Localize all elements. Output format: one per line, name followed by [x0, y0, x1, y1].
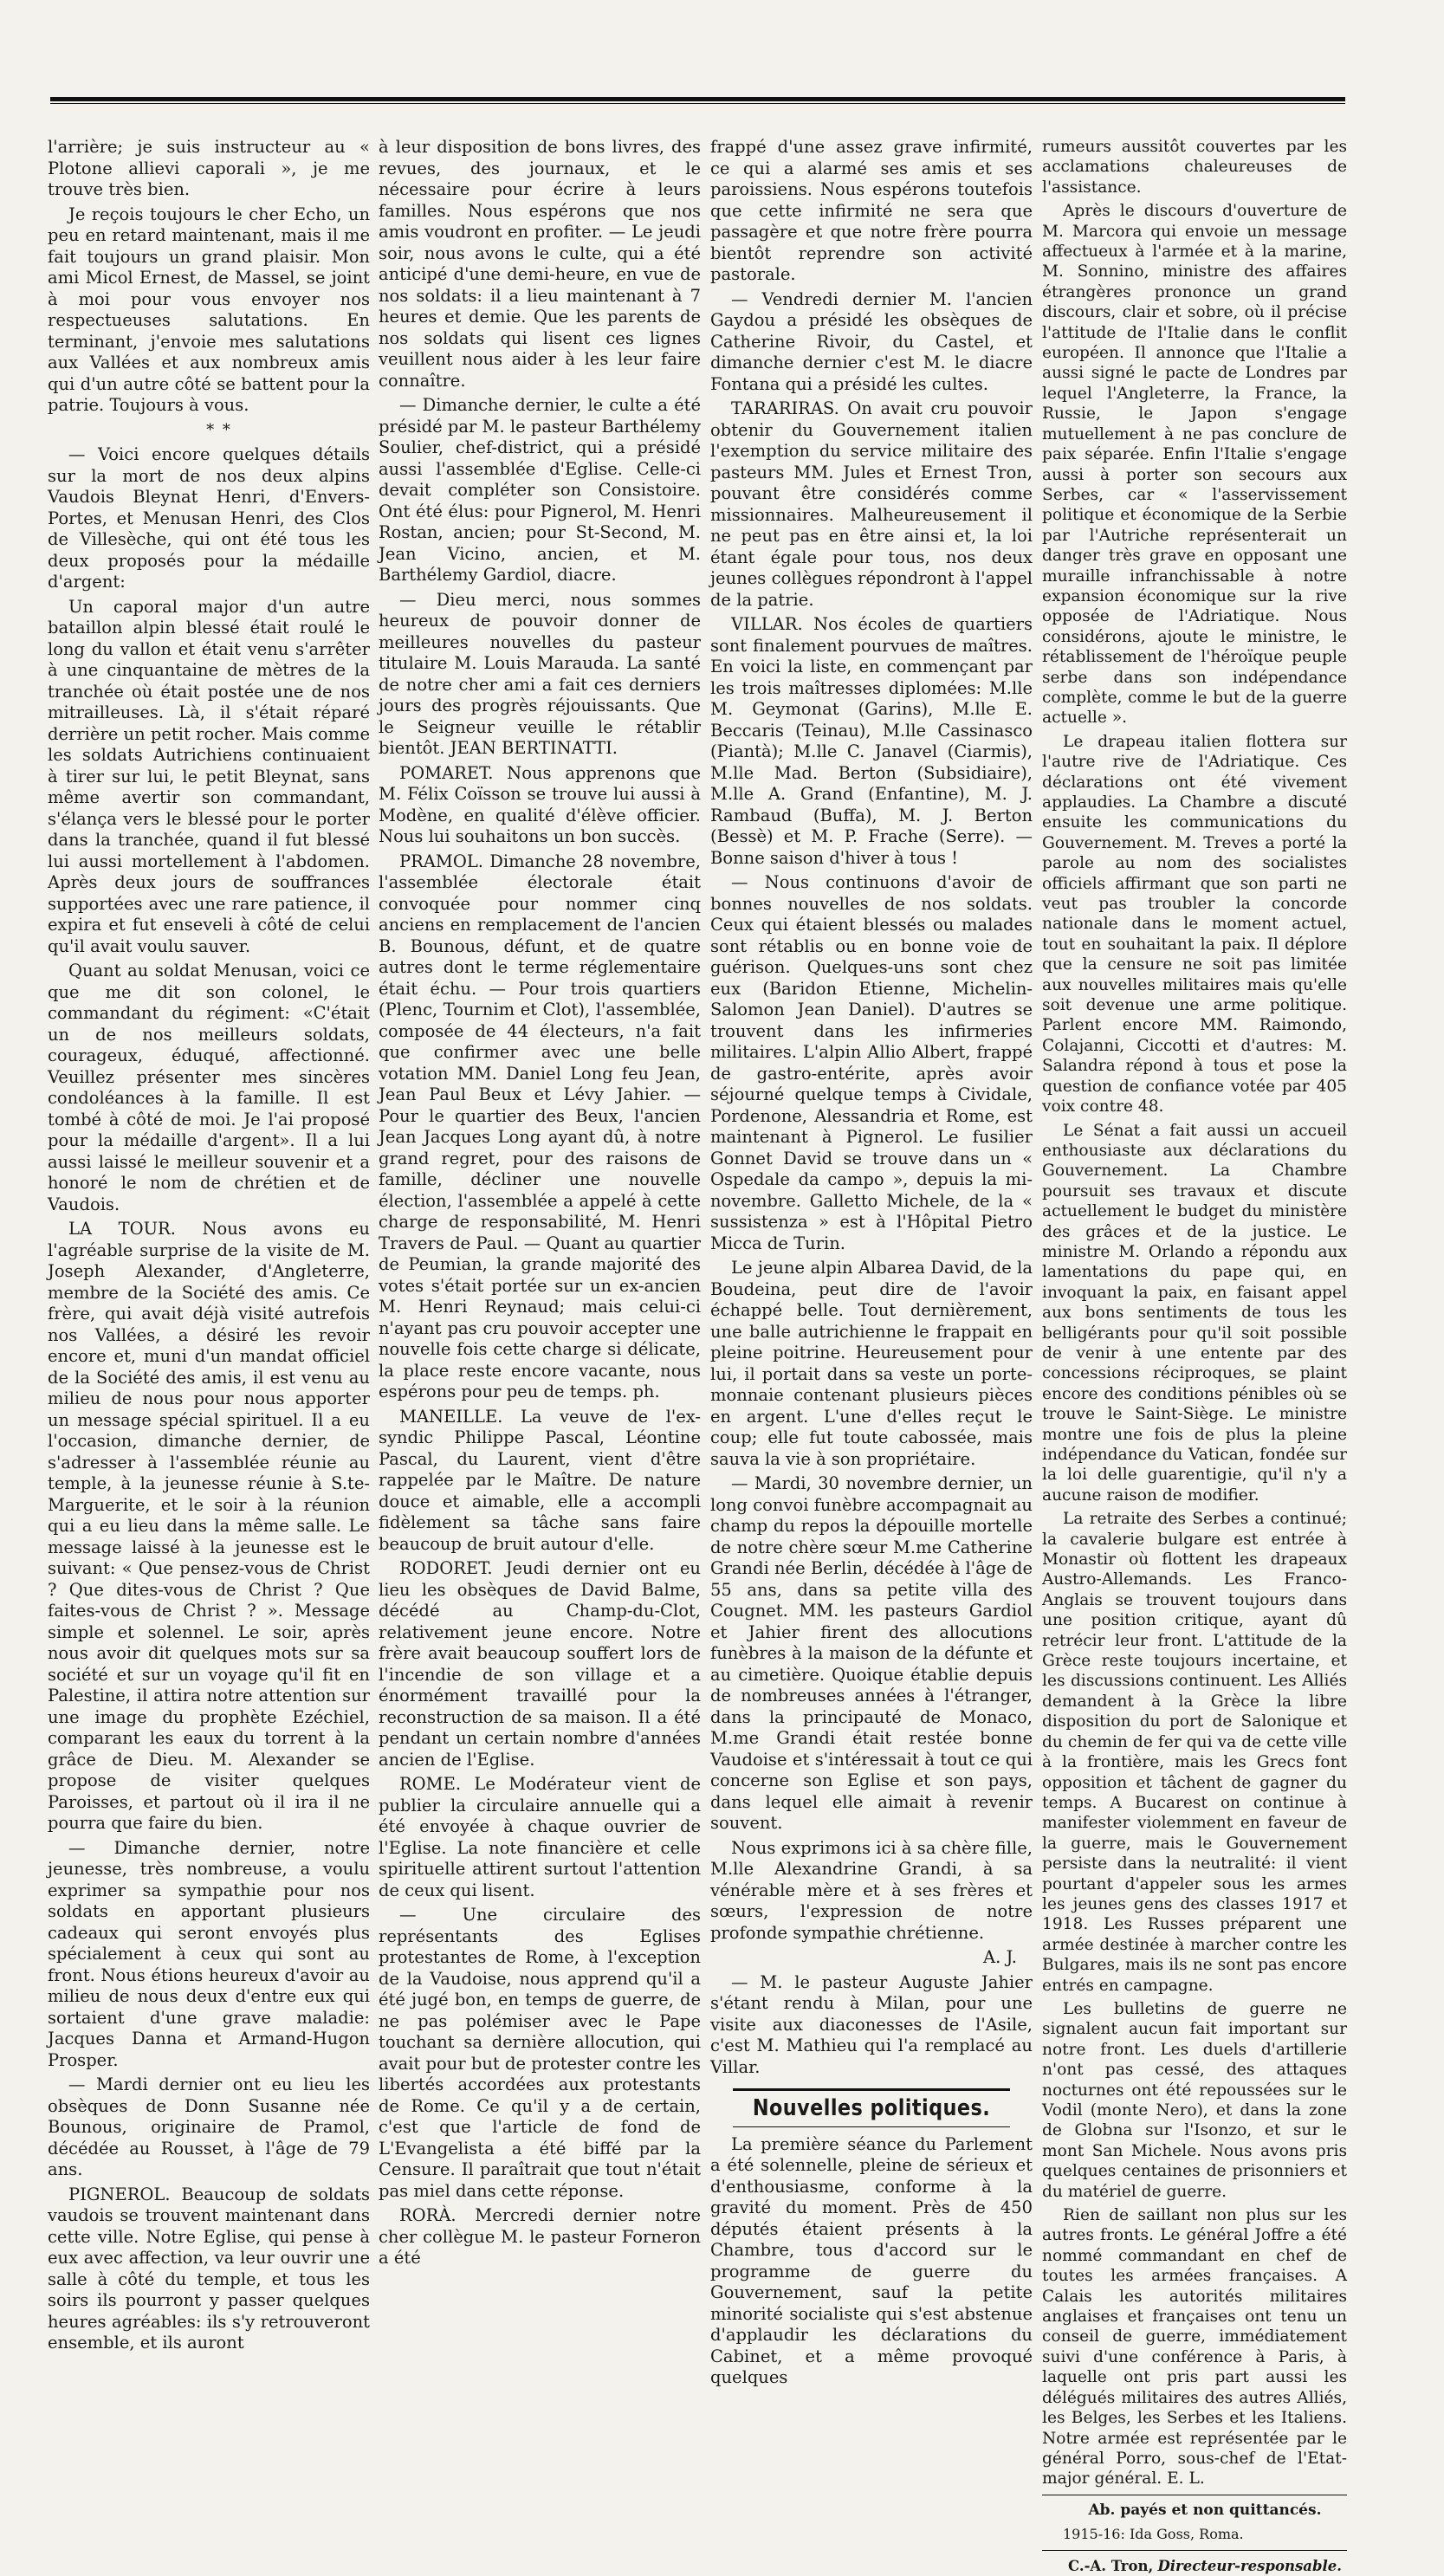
article-paragraph: LA TOUR. Nous avons eu l'agréable surprise de la visite de M. Joseph Alexander, d'Angleterre, membre de la Société des amis. Ce frère, qui avait déjà visité autrefois nos Vallées, a désiré les revoir encore et, muni d'un mandat officiel de la Société des amis, il est venu au milieu de nous pour nous apporter un message spécial spirituel. Il a eu l'occasion, dimanche dernier, de s'adresser à l'assemblée réunie au temple, à la jeunesse réunie à S.te-Marguerite, et le soir à la réunion qui a eu lieu dans la même salle. Le message laissé à la jeunesse est le suivant: « Que pensez-vous de Christ ? Que dites-vous de Christ ? Que faites-vous de Christ ? ». Message simple et solennel. Le soir, après nous avoir dit quelques mots sur sa société et sur un voyage qu'il fit en Palestine, il attira notre attention sur une image du prophète Ezéchiel, comparant les eaux du torrent à la grâce de Dieu. M. Alexander se propose de visiter quelques Paroisses, et partout où il ira il ne pourra que faire du bien. — [48, 1219, 370, 1833]
director-name: C.-A. Tron, — [1067, 2557, 1154, 2574]
director-role: Directeur-responsable. — [1157, 2557, 1343, 2574]
article-paragraph: Un caporal major d'un autre bataillon alpin blessé était roulé le long du vallon et était venu s'arrêter à une cinquantaine de mètres de la tranchée où était postée une de nos mitrailleuses. Là, il s'était réparé derrière un petit rocher. Mais comme les soldats Autrichiens continuaient à tirer sur lui, le petit Bleynat, sans même avertir son commandant, s'élança vers le blessé pour le porter dans la tranchée, quand il fut blessé lui aussi mortellement à l'abdomen. Après deux jours de souffrances supportées avec une rare patience, il expira et fut enseveli à côté de celui qu'il avait voulu sauver. — [48, 596, 370, 956]
article-paragraph: Quant au soldat Menusan, voici ce que me dit son colonel, le commandant du régiment: «C'était un de nos meilleurs soldats, courageux, éduqué, affectionné. Veuillez présenter mes sincères condoléances à la famille. Il est tombé à côté de moi. Je l'ai proposé pour la médaille d'argent». Il a lui aussi laissé le meilleur souvenir et a honoré le nom de chrétien et de Vaudois. — [48, 961, 370, 1214]
article-paragraph: — Mardi, 30 novembre dernier, un long convoi funèbre accompagnait au champ du repos la dépouille mortelle de notre chère sœur M.me Catherine Grandi née Berlin, décédée à l'âge de 55 ans, dans sa petite villa des Cougnet. MM. les pasteurs Gardiol et Jahier firent des allocutions funèbres à la maison de la défunte et au cimetière. Quoique établie depuis de nombreuses années à l'étranger, dans la principauté de Monaco, M.me Grandi était restée bonne Vaudoise et s'intéressait à tout ce qui concerne son Eglise et son pays, dans lequel elle aimait à revenir souvent. — [710, 1473, 1033, 1833]
article-paragraph: l'arrière; je suis instructeur au « Plotone allievi caporali », je me trouve très bien. — [48, 137, 370, 199]
article-paragraph: Le jeune alpin Albarea David, de la Boudeina, peut dire de l'avoir échappé belle. Tout dernièrement, une balle autrichienne le frappait en pleine poitrine. Heureusement pour lui, il portait dans sa veste un porte-monnaie contenant plusieurs pièces en argent. L'une d'elles reçut le coup; elle fut toute cabossée, mais sauva la vie à son propriétaire. — [710, 1258, 1033, 1469]
article-paragraph: * * — [206, 420, 232, 439]
article-paragraph: — Dimanche dernier, le culte a été présidé par M. le pasteur Barthélemy Soulier, chef-district, qui a présidé aussi l'assemblée d'Eglise. Celle-ci devait compléter son Consistoire. Ont été élus: pour Pignerol, M. Henri Rostan, ancien; pour St-Second, M. Jean Vicino, ancien, et M. Barthélemy Gardiol, diacre. — [379, 395, 701, 585]
article-paragraph: — Dimanche dernier, notre jeunesse, très nombreuse, a voulu exprimer sa sympathie pour nos soldats en apportant plusieurs cadeaux qui seront envoyés plus spécialement à ceux qui sont au front. Nous étions heureux d'avoir au milieu de nous deux d'entre eux qui sortaient d'une grave maladie: Jacques Danna et Armand-Hugon Prosper. — [48, 1837, 370, 2070]
article-paragraph: POMARET. Nous apprenons que M. Félix Coïsson se trouve lui aussi à Modène, en qualité d'élève officier. Nous lui souhaitons un bon succès. — [379, 762, 701, 846]
footer-subscriptions: Ab. payés et non quittancés. — [1088, 2501, 1322, 2519]
article-paragraph: à leur disposition de bons livres, des revues, des journaux, et le nécessaire pour écrire à leurs familles. Nous espérons que nos amis voudront en profiter. — Le jeudi soir, nous avons le culte, qui a été anticipé d'une demi-heure, en vue de nos soldats: il a lieu maintenant à 7 heures et demie. Que les parents de nos soldats qui lisent ces lignes veuillent nous aider à les leur faire connaître. — [379, 137, 701, 391]
article-paragraph: A. J. — [983, 1947, 1017, 1967]
article-paragraph: RODORET. Jeudi dernier ont eu lieu les obsèques de David Balme, décédé au Champ-du-Clot, relativement jeune encore. Notre frère avait beaucoup souffert lors de l'incendie de son village et a énormément travaillé pour la reconstruction de sa maison. Il a été pendant un certain nombre d'années ancien de l'Eglise. — [379, 1558, 701, 1770]
article-paragraph: — Vendredi dernier M. l'ancien Gaydou a présidé les obsèques de Catherine Rivoir, du Castel, et dimanche dernier c'est M. le diacre Fontana qui a présidé les cultes. — [710, 288, 1033, 394]
column-2 — [379, 137, 701, 2268]
article-paragraph: PIGNEROL. Beaucoup de soldats vaudois se trouvent maintenant dans cette ville. Notre Eglise, qui pense à eux avec affection, va leur ouvrir une salle à côté du temple, et tous les soirs ils pourront y passer quelques heures agréables: ils s'y retrouveront ensemble, et ils auront — [48, 2184, 370, 2353]
article-paragraph: — Une circulaire des représentants des Eglises protestantes de Rome, à l'exception de la Vaudoise, nous apprend qu'il a été jugé bon, en temps de guerre, de ne pas polémiser avec le Pape touchant sa dernière allocution, qui avait pour but de protester contre les libertés accordées aux protestants de Rome. Ce qu'il y a de certain, c'est que l'article de fond de L'Evangelista a été biffé par la Censure. Il paraîtrait que tout n'était pas miel dans cette réponse. — [379, 1905, 701, 2201]
section-heading: Nouvelles politiques. — [733, 2088, 1010, 2127]
article-paragraph: PRAMOL. Dimanche 28 novembre, l'assemblée électorale était convoquée pour nommer cinq anciens en remplacement de l'ancien B. Bounous, défunt, et de quatre autres dont le terme réglementaire était échu. — Pour trois quartiers (Plenc, Tournim et Clot), l'assemblée, composée de 44 électeurs, n'a fait que confirmer avec une belle votation MM. Daniel Long feu Jean, Jean Paul Beux et Lévy Jahier. — Pour le quartier des Beux, l'ancien Jean Jacques Long ayant dû, à notre grand regret, pour des raisons de famille, décliner une nouvelle élection, l'assemblée a appelé à cette charge de responsabilité, M. Henri Travers de Paul. — Quant au quartier de Peumian, la grande majorité des votes s'était portée sur un ex-ancien M. Henri Reynaud; mais celui-ci n'ayant pas cru pouvoir accepter une nouvelle fois cette charge si délicate, la place reste encore vacante, nous espérons pour peu de temps. ph. — [379, 851, 701, 1401]
article-paragraph: VILLAR. Nos écoles de quartiers sont finalement pourvues de maîtres. En voici la liste, en commençant par les trois maîtresses diplomées: M.lle M. Geymonat (Garins), M.lle E. Beccaris (Teinau), M.lle Cassinasco (Piantà); M.lle C. Janavel (Ciarmis), M.lle Mad. Berton (Subsidiaire), M.lle A. Grand (Enfantine), M. J. Rambaud (Buffa), M. J. Berton (Bessè) et M. P. Frache (Serre). — Bonne saison d'hiver à tous ! — [710, 614, 1033, 868]
article-paragraph: Je reçois toujours le cher Echo, un peu en retard maintenant, mais il me fait toujours un grand plaisir. Mon ami Micol Ernest, de Massel, se joint à moi pour vous envoyer nos respectueuses salutations. En terminant, j'envoie mes salutations aux Vallées et aux nombreux amis qui d'un autre côté se battent pour la patrie. Toujours à vous. — [48, 204, 370, 415]
footer-rule-2 — [1042, 2550, 1347, 2551]
article-paragraph: — M. le pasteur Auguste Jahier s'étant rendu à Milan, pour une visite aux diaconesses de l'Asile, c'est M. Mathieu qui l'a remplacé au Villar. — [710, 1971, 1033, 2077]
footer-director — [1042, 2556, 1347, 2576]
article-paragraph: Nous exprimons ici à sa chère fille, M.lle Alexandrine Grandi, à sa vénérable mère et à ses frères et sœurs, l'expression de notre profonde sympathie chrétienne. — [710, 1837, 1033, 1943]
footer-subscriber: 1915-16: Ida Goss, Roma. — [1063, 2526, 1244, 2543]
column-3 — [710, 137, 1033, 2387]
article-paragraph: Le Sénat a fait aussi un accueil enthousiaste aux déclarations du Gouvernement. La Chambre poursuit ses travaux et discute actuellement le budget du ministère des grâces et de la justice. Le ministre M. Orlando a répondu aux lamentations du pape qui, en invoquant la paix, en faisant appel aux bons sentiments de tous les belligérants pour qu'il soit possible de venir à une entente par des concessions réciproques, se plaint encore des conditions pénibles où se trouve le Saint-Siège. Le ministre montre une fois de plus la pleine indépendance du Vatican, fondée sur la loi delle guarentigie, qu'il n'y a aucune raison de modifier. — [1042, 1121, 1347, 1505]
article-paragraph: Après le discours d'ouverture de M. Marcora qui envoie un message affectueux à l'armée et à la marine, M. Sonnino, ministre des affaires étrangères prononce un grand discours, clair et sobre, où il précise l'attitude de l'Italie dans le conflit européen. Il annonce que l'Italie a aussi signé le pacte de Londres par lequel l'Angleterre, la France, la Russie, le Japon s'engage mutuellement à ne pas conclure de paix séparée. Enfin l'Italie s'engage aussi à porter son secours aux Serbes, car « l'asservissement politique et économique de la Serbie par l'Autriche représenterait un danger très grave en opposant une muraille infranchissable à notre expansion économique sur la rive opposée de l'Adriatique. Nous considérons, ajoute le ministre, le rétablissement de l'héroïque peuple serbe dans son indépendance complète, comme le but de la guerre actuelle ». — [1042, 202, 1347, 728]
article-paragraph: — Dieu merci, nous sommes heureux de pouvoir donner de meilleures nouvelles du pasteur titulaire M. Louis Marauda. La santé de notre cher ami a fait ces derniers jours des progrès réjouissants. Que le Seigneur veuille le rétablir bientôt. JEAN BERTINATTI. — [379, 589, 701, 758]
article-paragraph: frappé d'une assez grave infirmité, ce qui a alarmé ses amis et ses paroissiens. Nous espérons toutefois que cette infirmité ne sera que passagère et que notre frère pourra bientôt reprendre son activité pastorale. — [710, 137, 1033, 284]
column-4 — [1042, 137, 1347, 2574]
column-1 — [48, 137, 370, 2353]
top-rule — [50, 97, 1345, 104]
article-paragraph: — Voici encore quelques détails sur la mort de nos deux alpins Vaudois Bleynat Henri, d'Envers-Portes, et Menusan Henri, des Clos de Villesèche, qui ont été tous les deux proposés pour la médaille d'argent: — [48, 444, 370, 592]
article-paragraph: RORÀ. Mercredi dernier notre cher collègue M. le pasteur Forneron a été — [379, 2205, 701, 2268]
article-paragraph: — Nous continuons d'avoir de bonnes nouvelles de nos soldats. Ceux qui étaient blessés ou malades sont rétablis ou en bonne voie de guérison. Quelques-uns sont chez eux (Baridon Etienne, Michelin-Salomon Jean Daniel). D'autres se trouvent dans les infirmeries militaires. L'alpin Allio Albert, frappé de gastro-entérite, après avoir séjourné quelque temps à Cividale, Pordenone, Alessandria et Rome, est maintenant à Pignerol. Le fusilier Gonnet David se trouve dans un « Ospedale da campo », depuis la mi-novembre. Galletto Michele, de la « sussistenza » est à l'Hôpital Pietro Micca de Turin. — [710, 872, 1033, 1253]
article-paragraph: rumeurs aussitôt couvertes par les acclamations chaleureuses de l'assistance. — [1042, 138, 1347, 197]
article-paragraph: Rien de saillant non plus sur les autres fronts. Le général Joffre a été nommé commandant en chef de toutes les armées françaises. A Calais les autorités militaires anglaises et françaises ont tenu un conseil de guerre, immédiatement suivi d'une conférence à Paris, à laquelle ont pris part aussi les délégués militaires des autres Alliés, les Belges, les Serbes et les Italiens. Notre armée est représentée par le général Porro, sous-chef de l'Etat-major général. E. L. — [1042, 2206, 1347, 2489]
article-paragraph: La première séance du Parlement a été solennelle, pleine de sérieux et d'enthousiasme, conforme à la gravité du moment. Près de 450 députés étaient présents à la Chambre, tous d'accord sur le programme de guerre du Gouvernement, sauf la petite minorité socialiste qui s'est abstenue d'applaudir les déclarations du Cabinet, et a même provoqué quelques — [710, 2133, 1033, 2387]
article-paragraph: La retraite des Serbes a continué; la cavalerie bulgare est entrée à Monastir où flottent les drapeaux Austro-Allemands. Les Franco-Anglais se trouvent toujours dans une position critique, ayant dû retrécir leur front. L'attitude de la Grèce reste toujours incertaine, et les discussions continuent. Les Alliés demandent à la Grèce la libre disposition du port de Salonique et du chemin de fer qui va de cette ville à la frontière, mais les Grecs font opposition et tâchent de gagner du temps. A Bucarest on continue à manifester violemment en faveur de la guerre, mais le Gouvernement persiste dans la neutralité: il vient pourtant d'appeler sous les armes les jeunes gens des classes 1917 et 1918. Les Russes préparent une armée destinée à marcher contre les Bulgares, mais ils ne sont pas encore entrés en campagne. — [1042, 1510, 1347, 1995]
article-paragraph: — Mardi dernier ont eu lieu les obsèques de Donn Susanne née Bounous, originaire de Pramol, décédée au Rousset, à l'âge de 79 ans. — [48, 2074, 370, 2179]
article-paragraph: ROME. Le Modérateur vient de publier la circulaire annuelle qui a été envoyée à chaque ouvrier de l'Eglise. La note financière et celle spirituelle attirent surtout l'attention de ceux qui lisent. — [379, 1774, 701, 1900]
article-paragraph: Les bulletins de guerre ne signalent aucun fait important sur notre front. Les duels d'artillerie n'ont pas cessé, des attaques nocturnes ont été repoussées sur le Vodil (monte Nero), et dans la zone de Globna sur l'Isonzo, et sur le mont San Michele. Nous avons pris quelques centaines de prisonniers et du matériel de guerre. — [1042, 1999, 1347, 2201]
article-paragraph: TARARIRAS. On avait cru pouvoir obtenir du Gouvernement italien l'exemption du service militaire des pasteurs MM. Jules et Ernest Tron, pouvant être considérés comme missionnaires. Malheureusement il ne peut pas en être ainsi et, la loi étant égale pour tous, nos deux jeunes collègues répondront à l'appel de la patrie. — [710, 398, 1033, 610]
article-paragraph: MANEILLE. La veuve de l'ex-syndic Philippe Pascal, Léontine Pascal, du Laurent, vient d'être rappelée par le Maître. De nature douce et aimable, elle a accompli fidèlement sa tâche sans faire beaucoup de bruit autour d'elle. — [379, 1406, 701, 1554]
article-paragraph: Le drapeau italien flottera sur l'autre rive de l'Adriatique. Ces déclarations ont été vivement applaudies. La Chambre a discuté ensuite les communications du Gouvernement. M. Treves a porté la parole au nom des socialistes officiels affirmant que son parti ne veut pas troubler la concorde nationale dans le moment actuel, tout en souhaitant la paix. Il déplore que la censure ne soit pas limitée aux nouvelles militaires mais qu'elle soit devenue une arme politique. Parlent encore MM. Raimondo, Colajanni, Ciccotti et d'autres: M. Salandra répond à tous et pose la question de confiance votée par 405 voix contre 48. — [1042, 732, 1347, 1116]
